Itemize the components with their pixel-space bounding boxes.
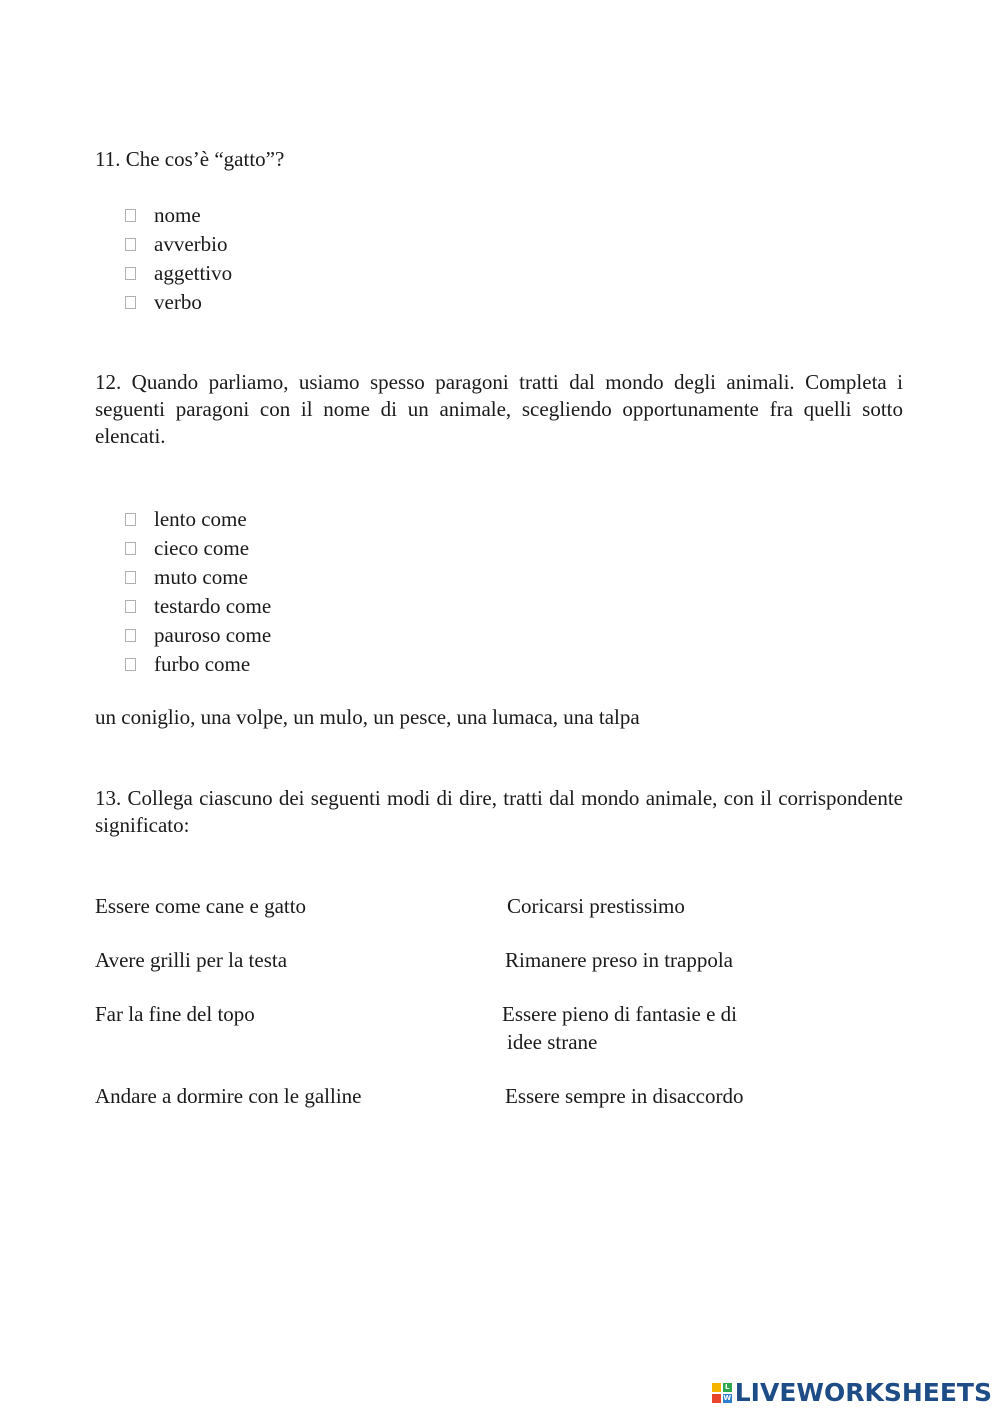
question-11-options — [125, 201, 232, 317]
logo-tile — [712, 1394, 721, 1403]
option-item[interactable] — [125, 563, 271, 592]
meaning-item[interactable]: Coricarsi prestissimo — [507, 894, 685, 918]
option-label: furbo come — [154, 652, 251, 676]
question-11-title: 11. Che cos’è “gatto”? — [95, 147, 285, 171]
option-item[interactable] — [125, 592, 271, 621]
option-label: verbo — [154, 290, 202, 314]
option-label: muto come — [154, 565, 248, 589]
meaning-line: Essere pieno di fantasie e di — [502, 1002, 737, 1026]
option-item[interactable] — [125, 505, 271, 534]
meaning-item[interactable]: Essere sempre in disaccordo — [505, 1084, 744, 1108]
checkbox-icon[interactable] — [125, 629, 136, 642]
logo-tile — [712, 1383, 721, 1392]
option-item[interactable] — [125, 259, 232, 288]
question-12-options — [125, 505, 271, 679]
saying-item[interactable]: Andare a dormire con le galline — [95, 1084, 362, 1108]
option-label: avverbio — [154, 232, 228, 256]
saying-item[interactable]: Far la fine del topo — [95, 1002, 255, 1026]
option-item[interactable] — [125, 534, 271, 563]
logo-tile: L — [723, 1383, 732, 1392]
logo-mark-icon — [712, 1383, 732, 1403]
liveworksheets-logo — [712, 1378, 992, 1407]
checkbox-icon[interactable] — [125, 267, 136, 280]
option-label: nome — [154, 203, 201, 227]
question-13-text: 13. Collega ciascuno dei seguenti modi di dire, tratti dal mondo animale, con il corrispondente significato: — [95, 786, 903, 837]
option-item[interactable] — [125, 230, 232, 259]
option-item[interactable] — [125, 201, 232, 230]
checkbox-icon[interactable] — [125, 209, 136, 222]
logo-tile: W — [723, 1393, 732, 1402]
option-item[interactable] — [125, 650, 271, 679]
option-label: aggettivo — [154, 261, 233, 285]
option-label: cieco come — [154, 536, 250, 560]
checkbox-icon[interactable] — [125, 600, 136, 613]
option-label: testardo come — [154, 594, 272, 618]
saying-item[interactable]: Essere come cane e gatto — [95, 894, 307, 918]
meaning-item[interactable]: Rimanere preso in trappola — [505, 948, 734, 972]
logo-text: LIVEWORKSHEETS — [734, 1378, 992, 1407]
checkbox-icon[interactable] — [125, 296, 136, 309]
animal-word-bank: un coniglio, una volpe, un mulo, un pesce, una lumaca, una talpa — [95, 705, 640, 729]
checkbox-icon[interactable] — [125, 513, 136, 526]
option-label: pauroso come — [154, 623, 272, 647]
option-item[interactable] — [125, 621, 271, 650]
checkbox-icon[interactable] — [125, 542, 136, 555]
option-label: lento come — [154, 507, 247, 531]
checkbox-icon[interactable] — [125, 658, 136, 671]
checkbox-icon[interactable] — [125, 238, 136, 251]
meaning-line: idee strane — [507, 1030, 598, 1054]
checkbox-icon[interactable] — [125, 571, 136, 584]
question-12-text: 12. Quando parliamo, usiamo spesso paragoni tratti dal mondo degli animali. Completa i seguenti paragoni con il nome di un animale, scegliendo opportunamente fra quelli sotto elencati. — [95, 370, 903, 448]
saying-item[interactable]: Avere grilli per la testa — [95, 948, 288, 972]
meaning-item[interactable] — [502, 1000, 737, 1056]
option-item[interactable] — [125, 288, 232, 317]
